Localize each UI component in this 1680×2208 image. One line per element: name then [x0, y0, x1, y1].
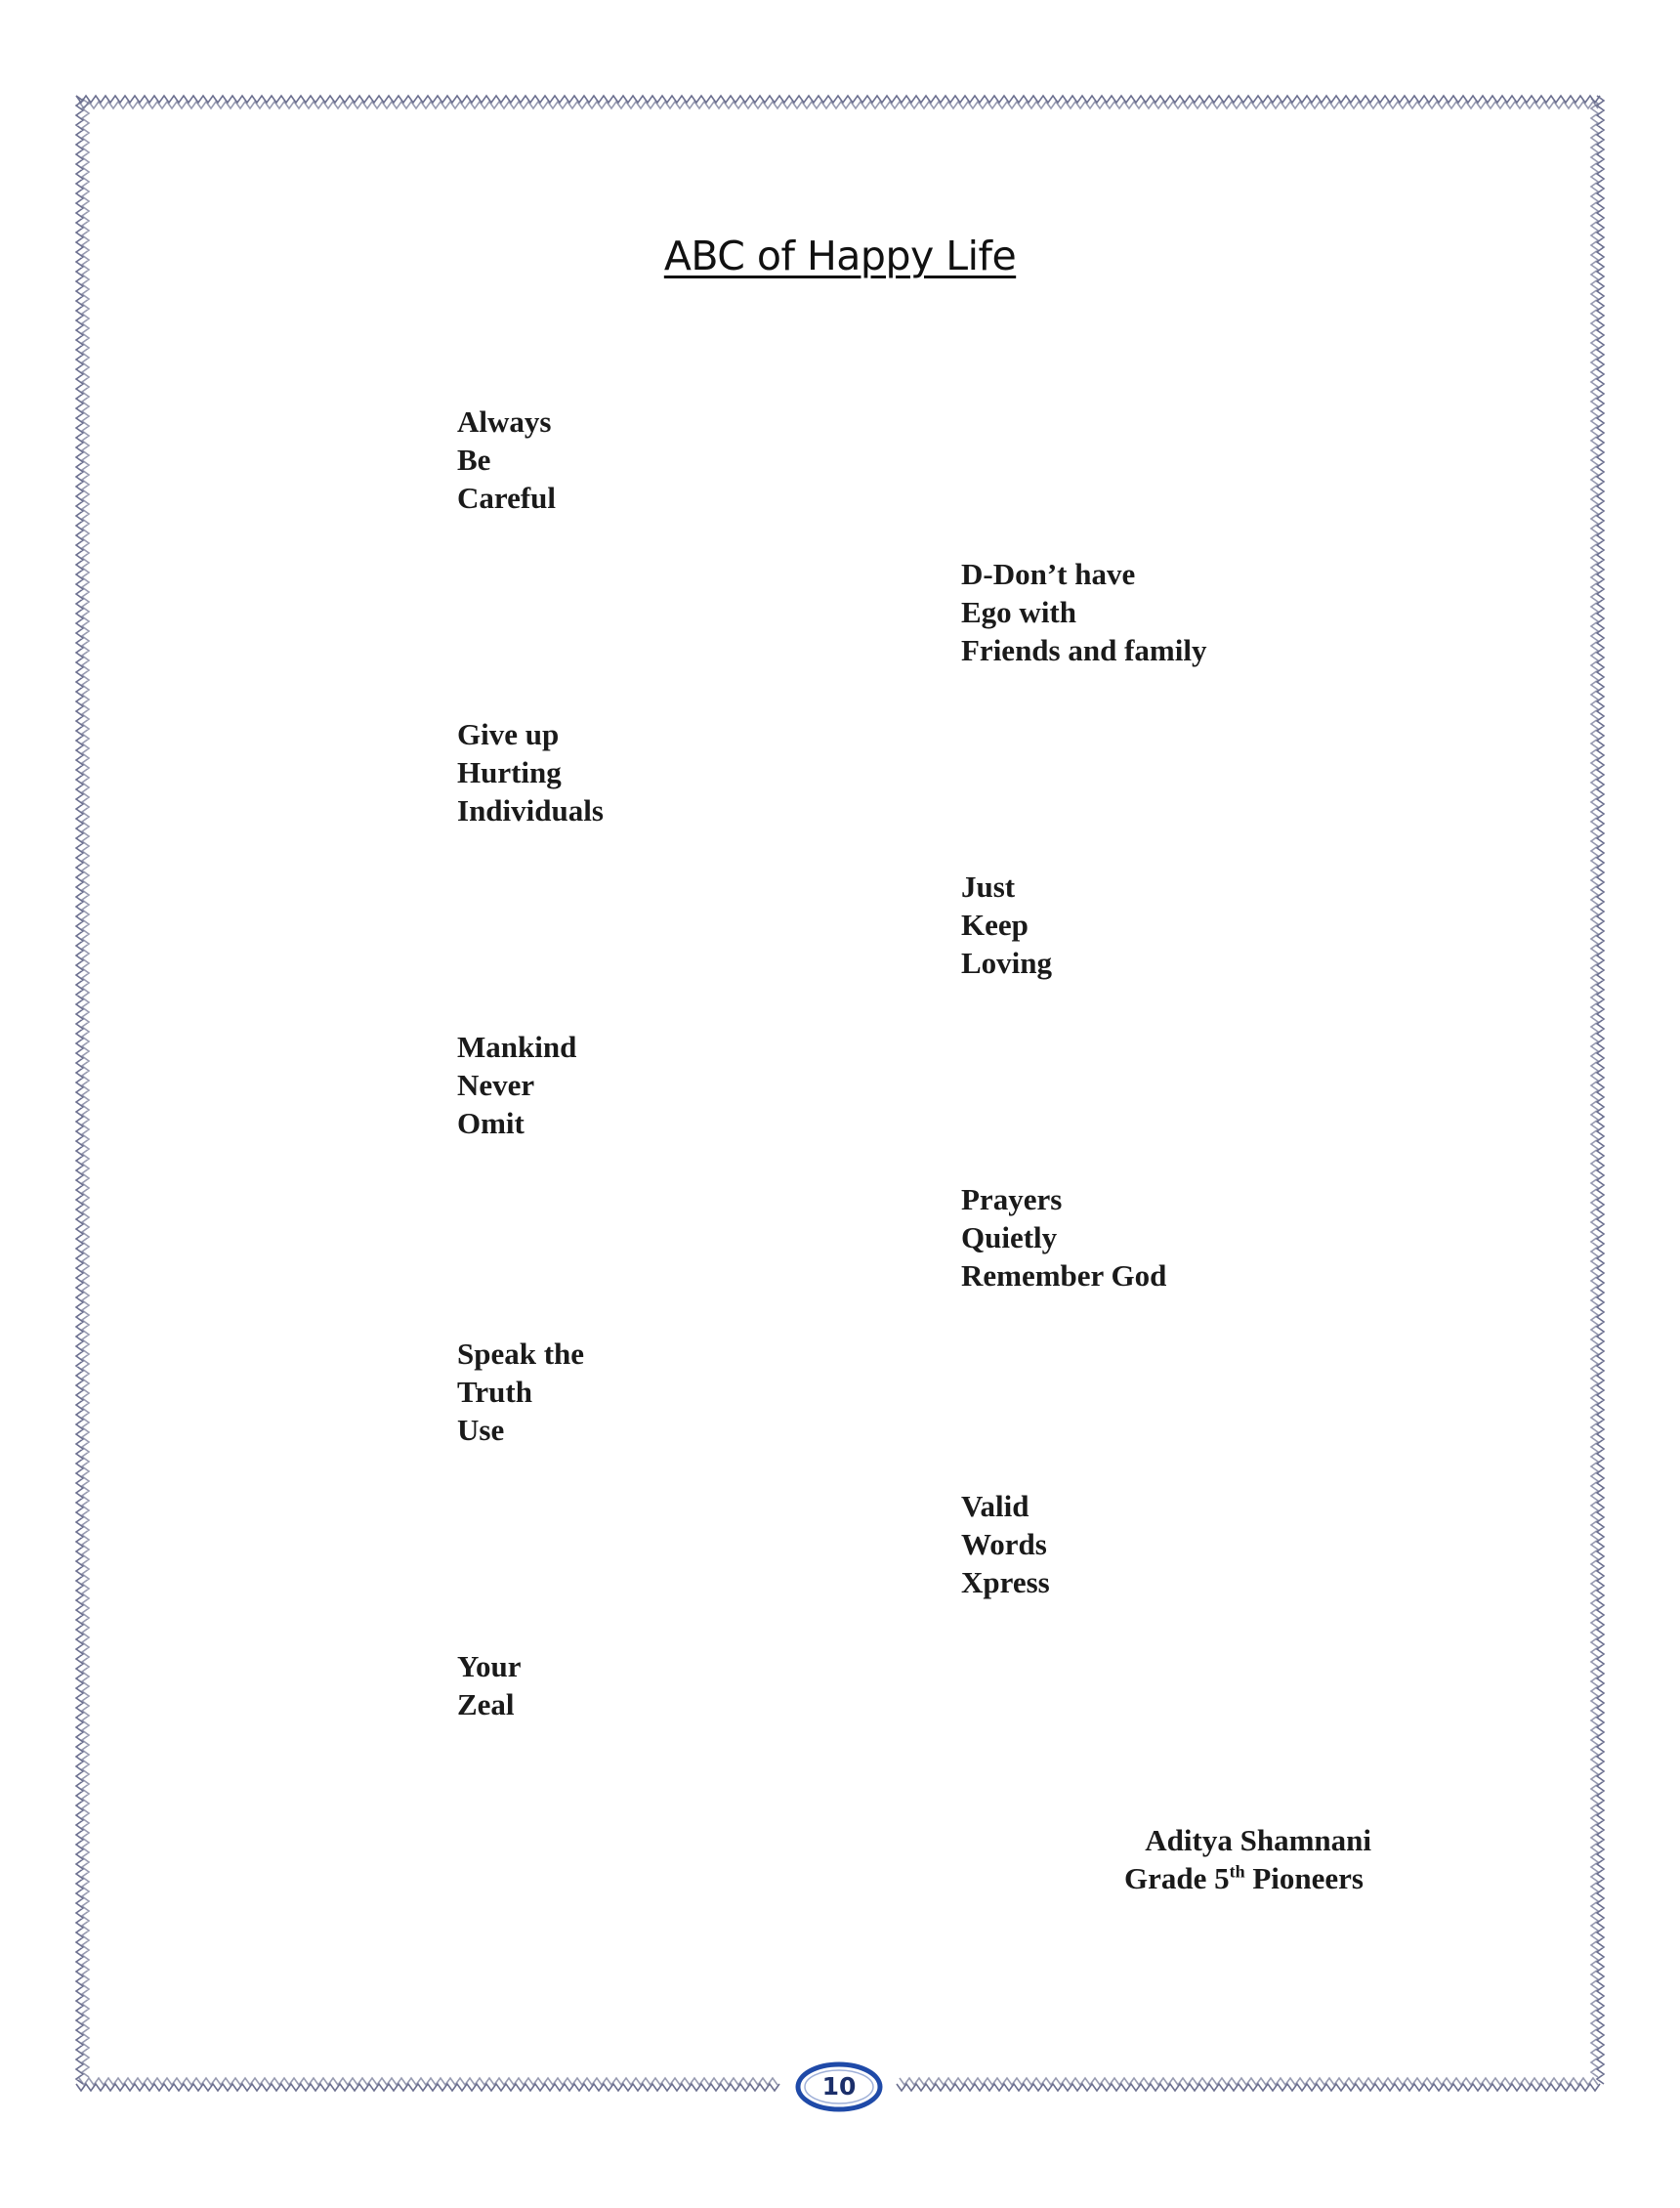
stanza-def — [961, 555, 1206, 669]
stanza-line: Remember God — [961, 1258, 1167, 1293]
stanza-line: Truth — [457, 1375, 532, 1409]
stanza-line: Ego with — [961, 595, 1076, 629]
page-title: ABC of Happy Life — [663, 233, 1017, 279]
stanza-vwx — [961, 1487, 1050, 1601]
stanza-line: Speak the — [457, 1337, 585, 1371]
stanza-line: Be — [457, 443, 491, 477]
stanza-line: Your — [457, 1649, 522, 1683]
stanza-line: Friends and family — [961, 633, 1207, 667]
border-zigzag-line — [76, 96, 1600, 103]
stanza-line: Xpress — [961, 1565, 1050, 1599]
stanza-abc — [457, 403, 556, 517]
author-signature — [1084, 1821, 1377, 1897]
stanza-mno — [457, 1028, 576, 1142]
grade-superscript: th — [1229, 1861, 1245, 1882]
stanza-line: Prayers — [961, 1182, 1063, 1216]
page-number: 10 — [821, 2072, 857, 2101]
stanza-line: Keep — [961, 908, 1029, 942]
grade-suffix: Pioneers — [1244, 1861, 1364, 1895]
stanza-line: Careful — [457, 481, 557, 515]
stanza-yz — [457, 1647, 521, 1723]
stanza-line: Valid — [961, 1489, 1029, 1523]
stanza-pqr — [961, 1180, 1166, 1295]
stanza-line: Loving — [961, 946, 1053, 980]
stanza-line: Hurting — [457, 755, 562, 789]
border-zigzag-line — [76, 96, 83, 2084]
border-zigzag-line — [1591, 99, 1598, 2077]
stanza-line: D-Don’t have — [961, 557, 1136, 591]
stanza-line: Always — [457, 404, 552, 439]
grade-prefix: Grade 5 — [1123, 1861, 1230, 1895]
stanza-line: Words — [961, 1527, 1047, 1561]
stanza-line: Use — [457, 1413, 505, 1447]
stanza-stu — [457, 1335, 584, 1449]
stanza-ghi — [457, 715, 604, 829]
author-grade — [1084, 1859, 1377, 1897]
stanza-line: Omit — [457, 1106, 525, 1140]
stanza-line: Individuals — [457, 793, 604, 828]
stanza-line: Mankind — [457, 1030, 577, 1064]
stanza-line: Quietly — [961, 1220, 1058, 1254]
stanza-jkl — [961, 868, 1052, 982]
stanza-line: Zeal — [457, 1687, 515, 1721]
stanza-line: Give up — [457, 717, 560, 751]
stanza-line: Just — [961, 870, 1016, 904]
stanza-line: Never — [457, 1068, 535, 1102]
author-name: Aditya Shamnani — [1145, 1823, 1371, 1857]
